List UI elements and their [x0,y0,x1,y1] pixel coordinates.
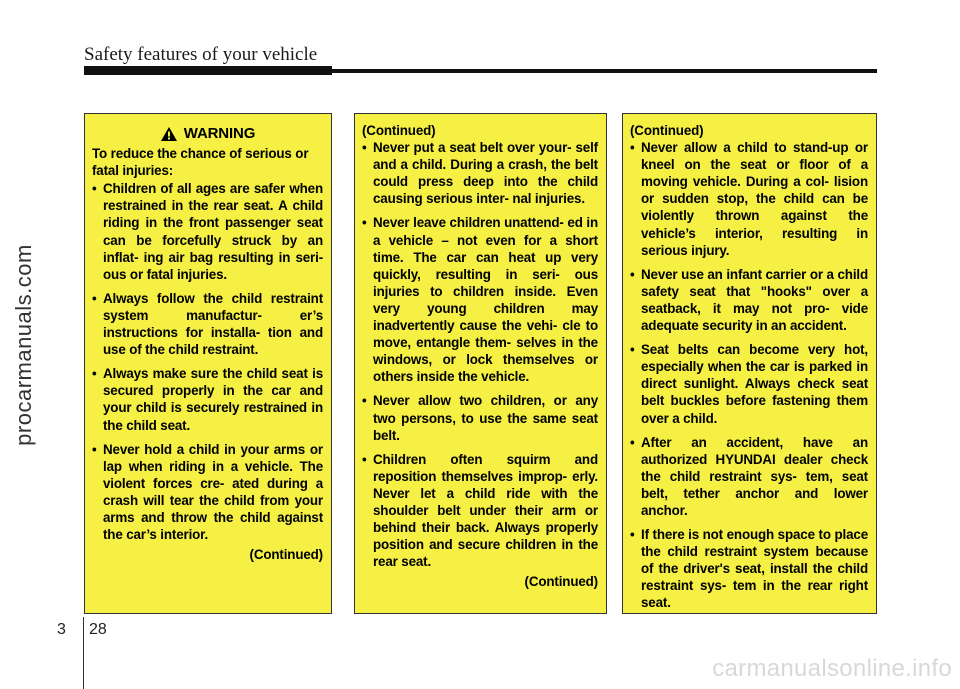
header-title: Safety features of your vehicle [84,44,318,65]
bullet-item: • Children often squirm and reposition themselves improp- erly. Never let a child ride with the shoulder belt under their arm or behind their back. Always properly position and secure children in the rear seat. [362,451,598,571]
side-watermark [6,0,42,689]
bullet-item: • Never allow a child to stand-up or kneel on the seat or floor of a moving vehicle. During a col- lision or sudden stop, the child can be violently thrown against the vehicle’s interior, resulting in serious injury. [630,139,868,259]
bullet-item: • After an accident, have an authorized HYUNDAI dealer check the child restraint sys- tem, seat belt, tether anchor and lower anchor. [630,434,868,519]
bullet-item: • Seat belts can become very hot, especially when the car is parked in direct sunlight. Always check seat belt buckles before fastening them over a child. [630,341,868,426]
side-watermark-text: procarmanuals.com [11,243,36,446]
bullet-item: • Never put a seat belt over your- self and a child. During a crash, the belt could press deep into the child causing serious inter- nal injuries. [362,139,598,207]
warning-heading [92,125,323,142]
continued-label: (Continued) [524,574,598,590]
bullet-item: • Never use an infant carrier or a child safety seat that "hooks" over a seatback, it may not pro- vide adequate security in an accident. [630,266,868,334]
bullet-item: • Never allow two children, or any two persons, to use the same seat belt. [362,392,598,443]
section-number: 3 [57,621,66,638]
panel3-bullet-list [630,139,868,611]
warning-panel-2 [354,113,607,614]
bottom-watermark: carmanualsonline.info [712,655,952,682]
continued-label: (Continued) [249,547,323,563]
continued-label: (Continued) [630,123,704,138]
warning-panel-3 [622,113,877,614]
bullet-item: • If there is not enough space to place the child restraint system because of the driver's seat, install the child restraint sys- tem in the rear right seat. [630,526,868,611]
bullet-item: • Always follow the child restraint system manufactur- er’s instructions for installa- tion and use of the child restraint. [92,290,323,358]
bullet-item: • Always make sure the child seat is secured properly in the car and your child is securely restrained in the child seat. [92,365,323,433]
bullet-item: • Never leave children unattend- ed in a vehicle – not even for a short time. The car can heat up very quickly, resulting in seri- ous injuries to children inside. Even very young children may inadvertently cause the vehi- cle to move, entangle them- selves in the windows, or lock themselves or others inside the vehicle. [362,214,598,385]
panel2-bullet-list [362,139,598,570]
bullet-item: • Never hold a child in your arms or lap when riding in a vehicle. The violent forces cre- ated during a crash will tear the child from your arms and throw the child against the car’s interior. [92,441,323,544]
bullet-item: • Children of all ages are safer when restrained in the rear seat. A child riding in the front passenger seat can be forcefully struck by an inflat- ing air bag resulting in seri- ous or fatal injuries. [92,180,323,283]
warning-intro: To reduce the chance of serious or fatal injuries: [92,146,309,179]
continued-label: (Continued) [362,123,436,138]
footer-divider [83,617,84,689]
warning-triangle-icon [160,126,178,142]
panel1-bullet-list [92,180,323,543]
header-tab-bar [84,66,332,75]
warning-label: WARNING [183,125,256,142]
warning-panel-1 [84,113,332,614]
page-number: 28 [89,621,107,638]
